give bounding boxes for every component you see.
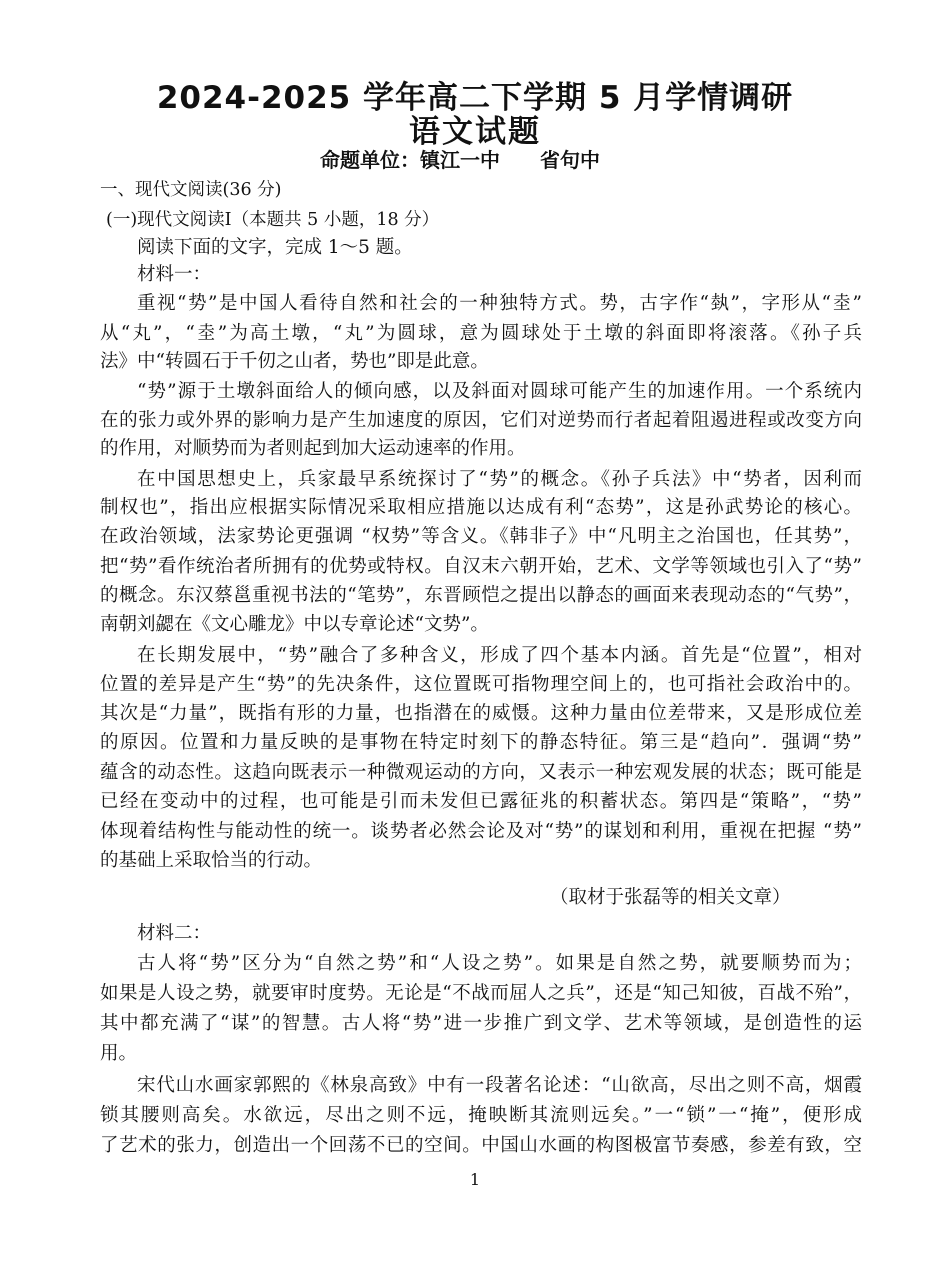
exam-title-line2: 语文试题 xyxy=(409,114,541,150)
material1-line: 的概念。东汉蔡邕重视书法的“笔势”，东晋顾恺之提出以静态的画面来表现动态的“气势”， xyxy=(100,585,862,606)
exam-authors: 命题单位：镇江一中 省句中 xyxy=(320,148,600,172)
material1-line: 制权也”，指出应根据实际情况采取相应措施以达成有利“态势”，这是孙武势论的核心。 xyxy=(100,497,862,518)
material1-line: 从“丸”，“坴”为高土墩，“丸”为圆球，意为圆球处于土墩的斜面即将滚落。《孙子兵 xyxy=(100,323,862,344)
material1-line: 在政治领域，法家势论更强调 “权势”等含义。《韩非子》中“凡明主之治国也，任其势”， xyxy=(100,526,862,547)
material1-line: 位置的差异是产生“势”的先决条件，这位置既可指物理空间上的，也可指社会政治中的。 xyxy=(100,674,862,695)
material2-line: 其中都充满了“谋”的智慧。古人将“势”进一步推广到文学、艺术等领域，是创造性的运 xyxy=(100,1013,862,1034)
material1-line: 已经在变动中的过程，也可能是引而未发但已露征兆的积蓄状态。第四是“策略”，“势” xyxy=(100,791,862,812)
material2-line: 如果是人设之势，就要审时度势。无论是“不战而屈人之兵”，还是“知己知彼，百战不殆”， xyxy=(100,983,862,1004)
subsection-heading: (一)现代文阅读Ⅰ（本题共 5 小题，18 分） xyxy=(106,210,440,230)
material1-line: 在长期发展中，“势”融合了多种含义，形成了四个基本内涵。首先是“位置”，相对 xyxy=(137,645,862,666)
material2-line: 古人将“势”区分为“自然之势”和“人设之势”。如果是自然之势，就要顺势而为； xyxy=(137,953,862,974)
material2-line: 了艺术的张力，创造出一个回荡不已的空间。中国山水画的构图极富节奏感，参差有致，空 xyxy=(100,1135,862,1156)
material1-line: 法》中“转圆石于千仞之山者，势也”即是此意。 xyxy=(100,351,489,372)
instruction-text: 阅读下面的文字，完成 1～5 题。 xyxy=(137,237,413,258)
material1-line: 体现着结构性与能动性的统一。谈势者必然会论及对“势”的谋划和利用，重视在把握 “势” xyxy=(100,821,862,842)
material1-line: 的原因。位置和力量反映的是事物在特定时刻下的静态特征。第三是“趋向”．强调“势” xyxy=(100,732,862,753)
material1-line: “势”源于土墩斜面给人的倾向感，以及斜面对圆球可能产生的加速作用。一个系统内 xyxy=(137,381,862,402)
material1-label: 材料一： xyxy=(137,264,212,285)
page-number: 1 xyxy=(469,1170,481,1189)
exam-title-line1: 2024-2025 学年高二下学期 5 月学情调研 xyxy=(156,80,794,116)
material2-label: 材料二： xyxy=(137,923,212,944)
material1-line: 重视“势”是中国人看待自然和社会的一种独特方式。势，古字作“埶”，字形从“坴” xyxy=(137,293,862,314)
material1-line: 其次是“力量”，既指有形的力量，也指潜在的威慑。这种力量由位差带来，又是形成位差 xyxy=(100,703,862,724)
material1-line: 把“势”看作统治者所拥有的优势或特权。自汉末六朝开始，艺术、文学等领域也引入了“势” xyxy=(100,556,862,577)
material1-line: 的作用，对顺势而为者则起到加大运动速率的作用。 xyxy=(100,438,526,459)
material1-line: 的基础上采取恰当的行动。 xyxy=(100,850,323,871)
material2-line: 宋代山水画家郭熙的《林泉高致》中有一段著名论述：“山欲高，尽出之则不高，烟霞 xyxy=(137,1075,862,1096)
material2-line: 锁其腰则高矣。水欲远，尽出之则不远，掩映断其流则远矣。”一“锁”一“掩”，便形成 xyxy=(100,1105,862,1126)
material1-line: 在中国思想史上，兵家最早系统探讨了“势”的概念。《孙子兵法》中“势者，因利而 xyxy=(137,469,862,490)
material1-line: 在的张力或外界的影响力是产生加速度的原因，它们对逆势而行者起着阻遏进程或改变方向 xyxy=(100,410,862,431)
material2-line: 用。 xyxy=(100,1043,138,1064)
material1-line: 南朝刘勰在《文心雕龙》中以专章论述“文势”。 xyxy=(100,614,489,635)
material1-source: （取材于张磊等的相关文章） xyxy=(550,887,791,908)
section-heading: 一、现代文阅读(36 分) xyxy=(100,180,282,200)
material1-line: 蕴含的动态性。这趋向既表示一种微观运动的方向，又表示一种宏观发展的状态；既可能是 xyxy=(100,762,862,783)
